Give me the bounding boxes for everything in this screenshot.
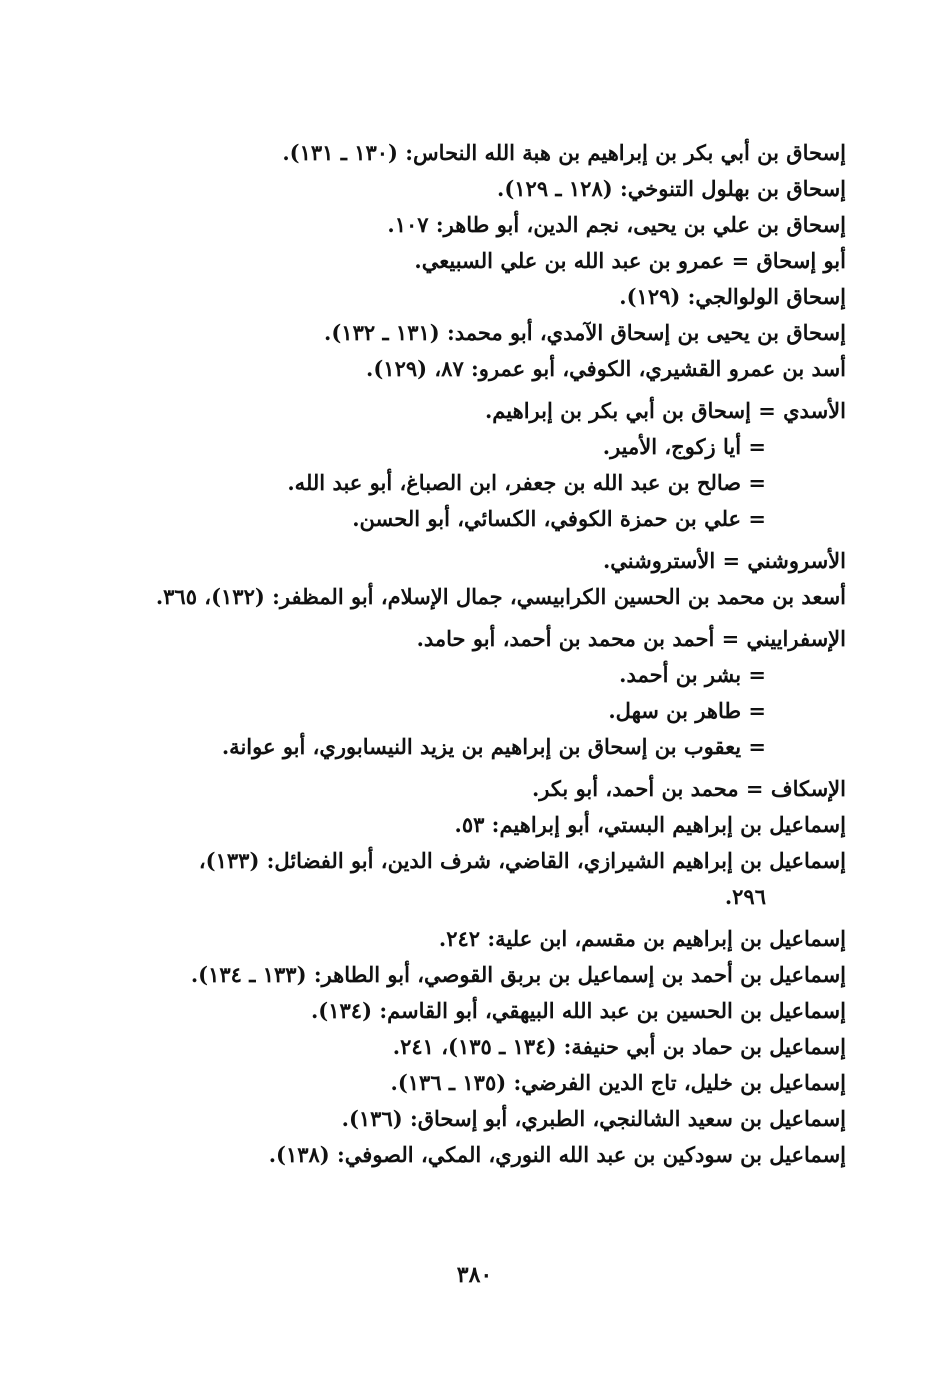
index-entry: إسحاق بن يحيى بن إسحاق الآمدي، أبو محمد: (١٣١ ـ ١٣٢). [324,320,846,345]
index-entry-continuation: ٢٩٦. [724,884,766,909]
index-entry-text: إسماعيل بن إبراهيم الشيرازي، القاضي، شرف الدين، أبو الفضائل: (١٣٣)، [198,848,846,873]
index-entry: أسعد بن محمد بن الحسين الكرابيسي، جمال الإسلام، أبو المظفر: (١٣٢)، ٣٦٥. [155,584,846,609]
index-entry: إسحاق بن بهلول التنوخي: (١٢٨ ـ ١٢٩). [497,176,846,201]
index-entry: إسماعيل بن الحسين بن عبد الله البيهقي، أبو القاسم: (١٣٤). [310,998,846,1023]
index-entry: إسحاق بن أبي بكر بن إبراهيم بن هبة الله النحاس: (١٣٠ ـ ١٣١). [282,140,846,165]
index-subentry: = صالح بن عبد الله بن جعفر، ابن الصباغ، أبو عبد الله. [287,470,766,495]
page-number: ٣٨٠ [456,1262,493,1288]
index-entry: الإسكاف = محمد بن أحمد، أبو بكر. [531,776,846,801]
index-subentry: = طاهر بن سهل. [608,698,766,723]
index-entry: إسماعيل بن حماد بن أبي حنيفة: (١٣٤ ـ ١٣٥)، ٢٤١. [392,1034,846,1059]
index-subentry: = بشر بن أحمد. [619,662,766,687]
index-entry: إسحاق الولوالجي: (١٢٩). [619,284,846,309]
index-subentry: = يعقوب بن إسحاق بن إبراهيم بن يزيد النيسابوري، أبو عوانة. [221,734,766,759]
index-entry: إسماعيل بن سودكين بن عبد الله النوري، المكي، الصوفي: (١٣٨). [268,1142,846,1167]
index-entry: إسحاق بن علي بن يحيى، نجم الدين، أبو طاهر: ١٠٧. [387,212,846,237]
index-entries [116,135,846,1173]
index-entry: الأسدي = إسحاق بن أبي بكر بن إبراهيم. [485,398,846,423]
index-subentry: = علي بن حمزة الكوفي، الكسائي، أبو الحسن. [352,506,766,531]
index-entry [116,843,846,915]
index-subentry: = أيا زكوج، الأمير. [602,434,766,459]
index-entry: إسماعيل بن إبراهيم البستي، أبو إبراهيم: ٥٣. [454,812,846,837]
index-entry: إسماعيل بن إبراهيم بن مقسم، ابن علية: ٢٤٢. [438,926,846,951]
index-entry: أسد بن عمرو القشيري، الكوفي، أبو عمرو: ٨٧، (١٢٩). [366,356,846,381]
index-entry: الإسفراييني = أحمد بن محمد بن أحمد، أبو حامد. [416,626,846,651]
index-entry: أبو إسحاق = عمرو بن عبد الله بن علي السبيعي. [414,248,846,273]
index-entry: إسماعيل بن سعيد الشالنجي، الطبري، أبو إسحاق: (١٣٦). [341,1106,846,1131]
index-entry: الأسروشني = الأستروشني. [602,548,846,573]
index-entry: إسماعيل بن خليل، تاج الدين الفرضي: (١٣٥ ـ ١٣٦). [390,1070,846,1095]
index-entry: إسماعيل بن أحمد بن إسماعيل بن بربق القوصي، أبو الطاهر: (١٣٣ ـ ١٣٤). [190,962,846,987]
